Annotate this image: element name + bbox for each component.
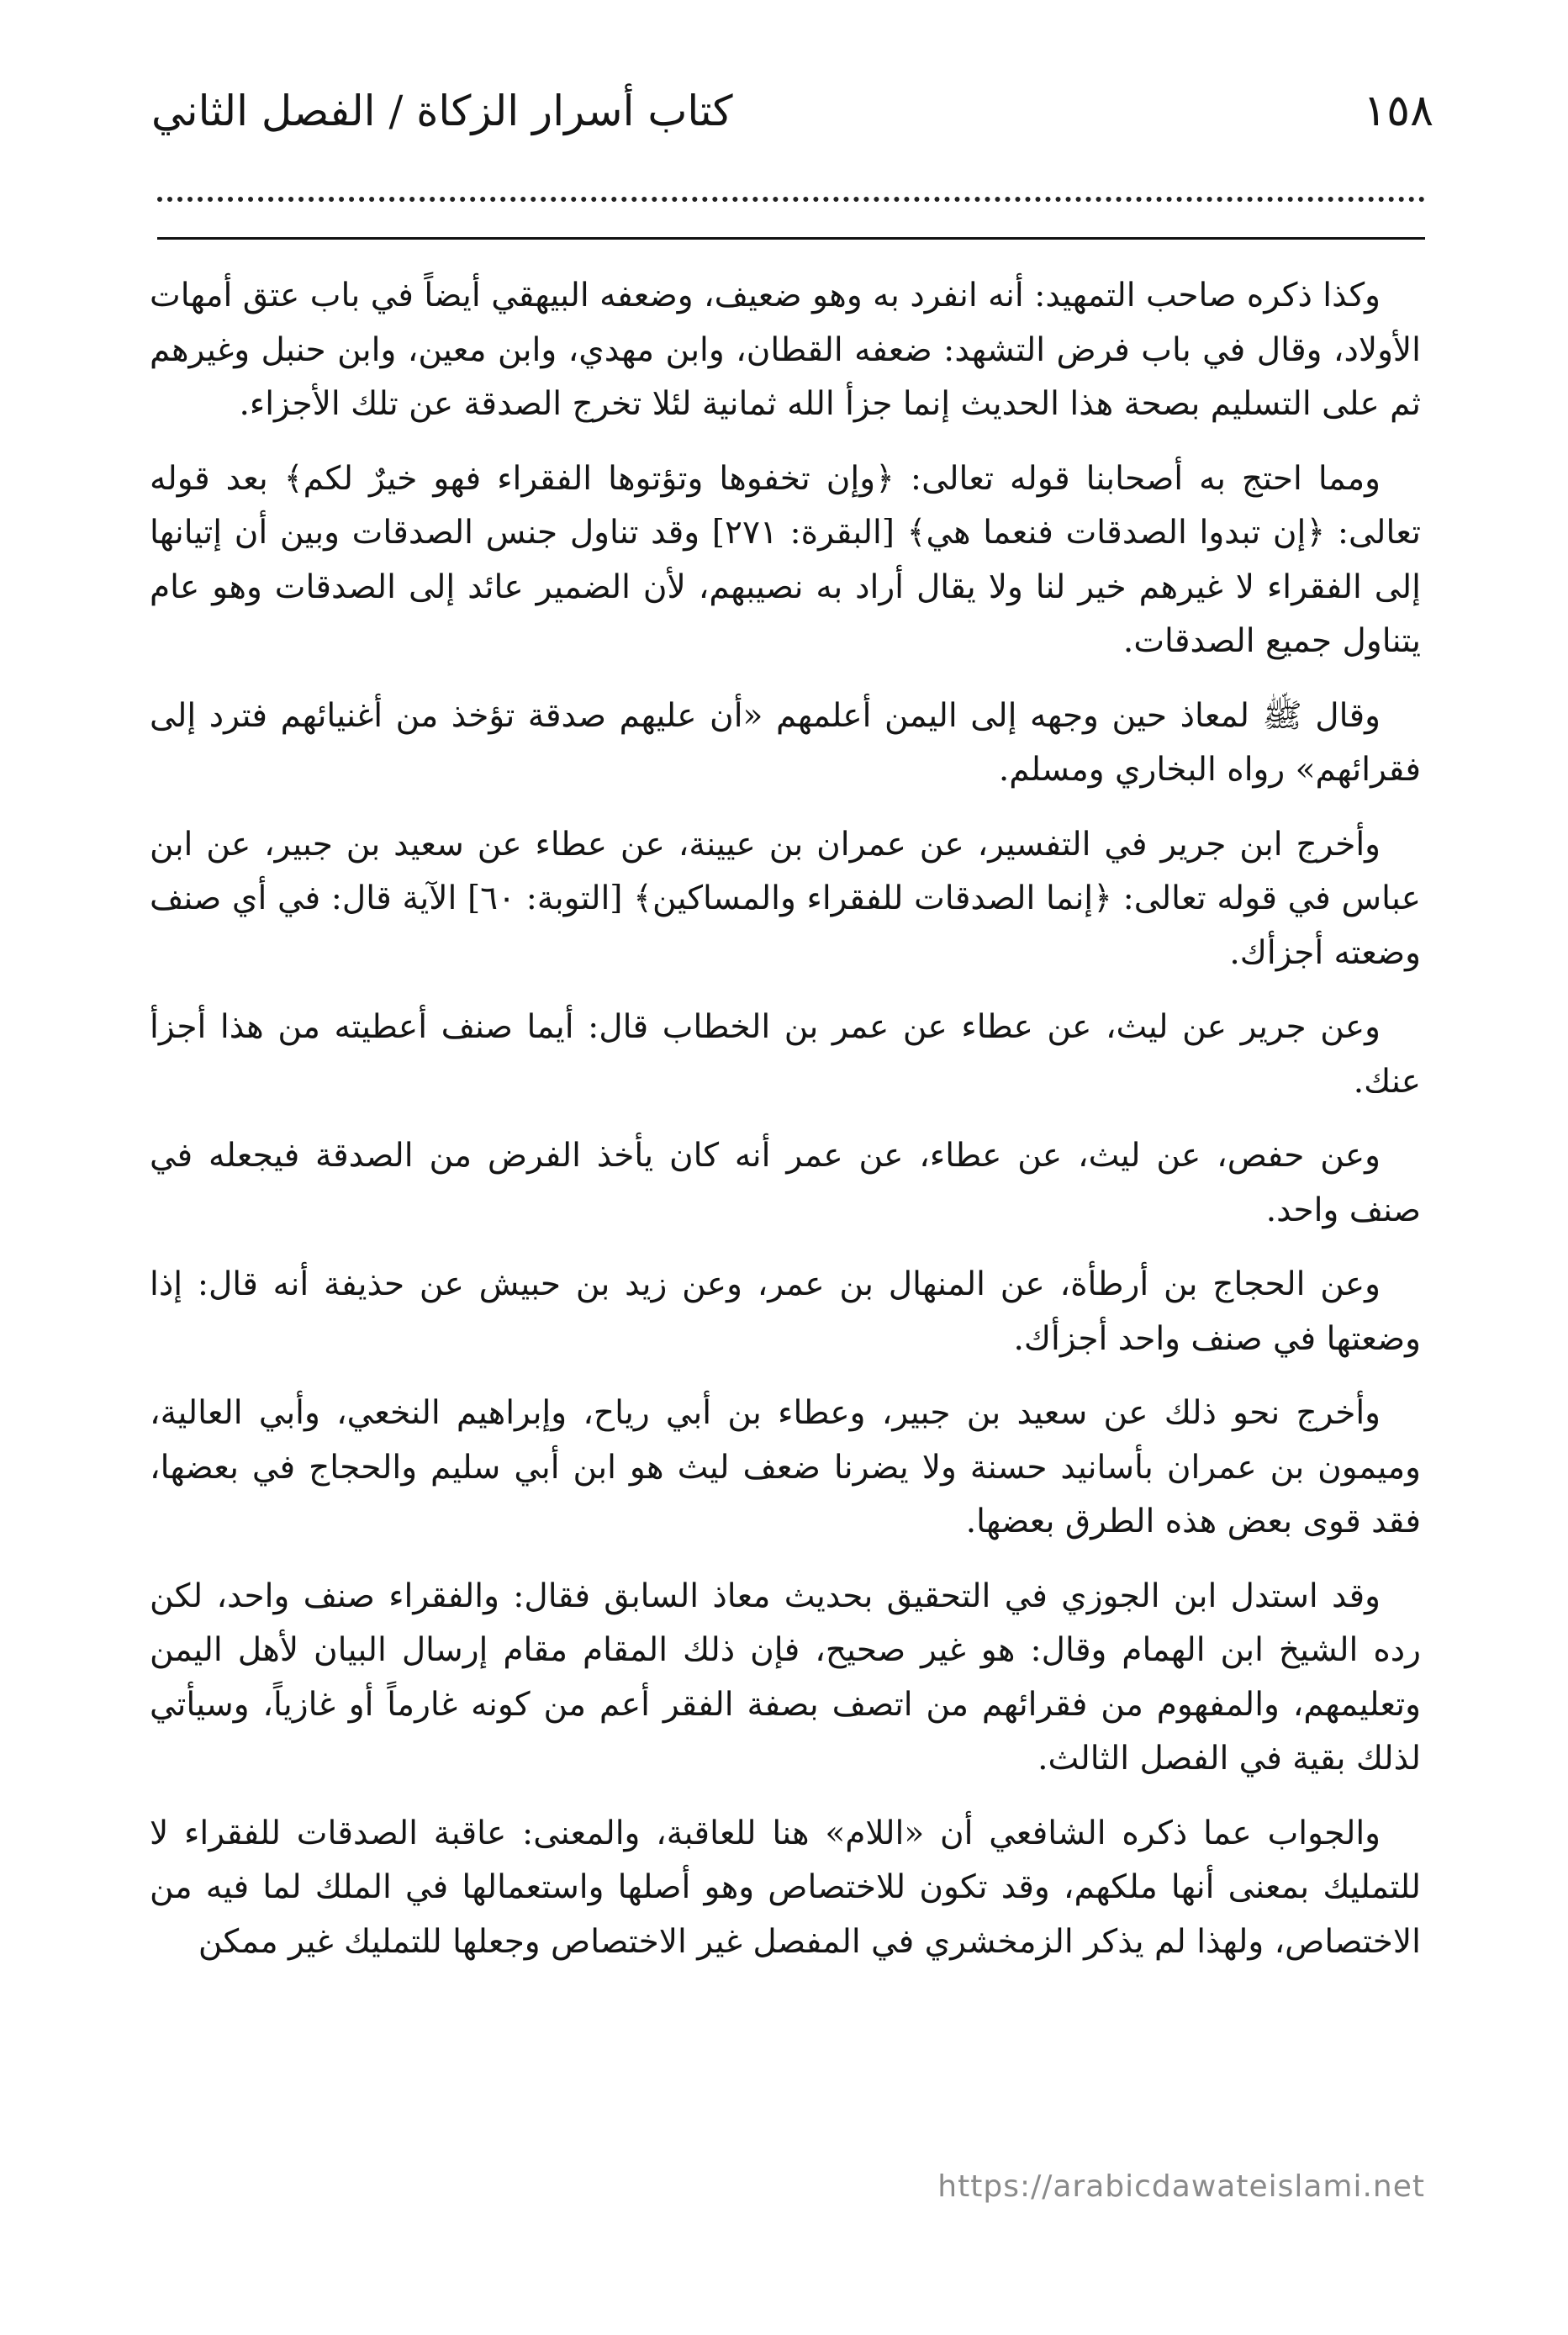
paragraph: وعن الحجاج بن أرطأة، عن المنهال بن عمر، وعن زيد بن حبيش عن حذيفة أنه قال: إذا وضعتها في صنف واحد أجزأك. [150, 1265, 1421, 1358]
paragraph: وأخرج نحو ذلك عن سعيد بن جبير، وعطاء بن أبي رياح، وإبراهيم النخعي، وأبي العالية، وميمون بن عمران بأسانيد حسنة ولا يضرنا ضعف ليث هو ابن أبي سليم والحجاج في بعضها، فقد قوى بعض هذه الطرق بعضها. [150, 1394, 1421, 1540]
book-title: كتاب أسرار الزكاة / الفصل الثاني [151, 87, 733, 135]
paragraph: وعن جرير عن ليث، عن عطاء عن عمر بن الخطاب قال: أيما صنف أعطيته من هذا أجزأ عنك. [150, 1008, 1421, 1101]
watermark-url: https://arabicdawateislami.net [937, 2169, 1425, 2204]
paragraph: وكذا ذكره صاحب التمهيد: أنه انفرد به وهو ضعيف، وضعفه البيهقي أيضاً في باب عتق أمهات الأولاد، وقال في باب فرض التشهد: ضعفه القطان، وابن مهدي، وابن معين، وابن حنبل وغيرهم ثم على التسليم بصحة هذا الحديث إنما جزأ الله ثمانية لئلا تخرج الصدقة عن تلك الأجزاء. [150, 277, 1421, 423]
header-rule [157, 237, 1425, 240]
paragraph: ومما احتج به أصحابنا قوله تعالى: ﴿وإن تخفوها وتؤتوها الفقراء فهو خيرٌ لكم﴾ بعد قوله تعالى: ﴿إن تبدوا الصدقات فنعما هي﴾ [البقرة: ٢٧١] وقد تناول جنس الصدقات وبين أن إتيانها إلى الفقراء لا غيرهم خير لنا ولا يقال أراد به نصيبهم، لأن الضمير عائد إلى الصدقات وهو عام يتناول جميع الصدقات. [150, 459, 1421, 660]
paragraph: وقال ﷺ لمعاذ حين وجهه إلى اليمن أعلمهم «أن عليهم صدقة تؤخذ من أغنيائهم فترد إلى فقرائهم» رواه البخاري ومسلم. [150, 696, 1421, 789]
paragraph: وقد استدل ابن الجوزي في التحقيق بحديث معاذ السابق فقال: والفقراء صنف واحد، لكن رده الشيخ ابن الهمام وقال: هو غير صحيح، فإن ذلك المقام مقام إرسال البيان لأهل اليمن وتعليمهم، والمفهوم من فقرائهم من اتصف بصفة الفقر أعم من كونه غارماً أو غازياً، وسيأتي لذلك بقية في الفصل الثالث. [150, 1577, 1421, 1778]
dotted-separator [157, 187, 1425, 202]
paragraph: وأخرج ابن جرير في التفسير، عن عمران بن عيينة، عن عطاء عن سعيد بن جبير، عن ابن عباس في قوله تعالى: ﴿إنما الصدقات للفقراء والمساكين﴾ [التوبة: ٦٠] الآية قال: في أي صنف وضعته أجزأك. [150, 825, 1421, 972]
paragraph: وعن حفص، عن ليث، عن عطاء، عن عمر أنه كان يأخذ الفرض من الصدقة فيجعله في صنف واحد. [150, 1137, 1421, 1229]
body-text [150, 269, 1421, 1989]
page-number: ١٥٨ [1363, 86, 1433, 136]
running-header [151, 77, 1433, 153]
paragraph: والجواب عما ذكره الشافعي أن «اللام» هنا للعاقبة، والمعنى: عاقبة الصدقات للفقراء لا للتمليك بمعنى أنها ملكهم، وقد تكون للاختصاص وهو أصلها واستعمالها في الملك لما فيه من الاختصاص، ولهذا لم يذكر الزمخشري في المفصل غير الاختصاص وجعلها للتمليك غير ممكن [150, 1814, 1421, 1961]
